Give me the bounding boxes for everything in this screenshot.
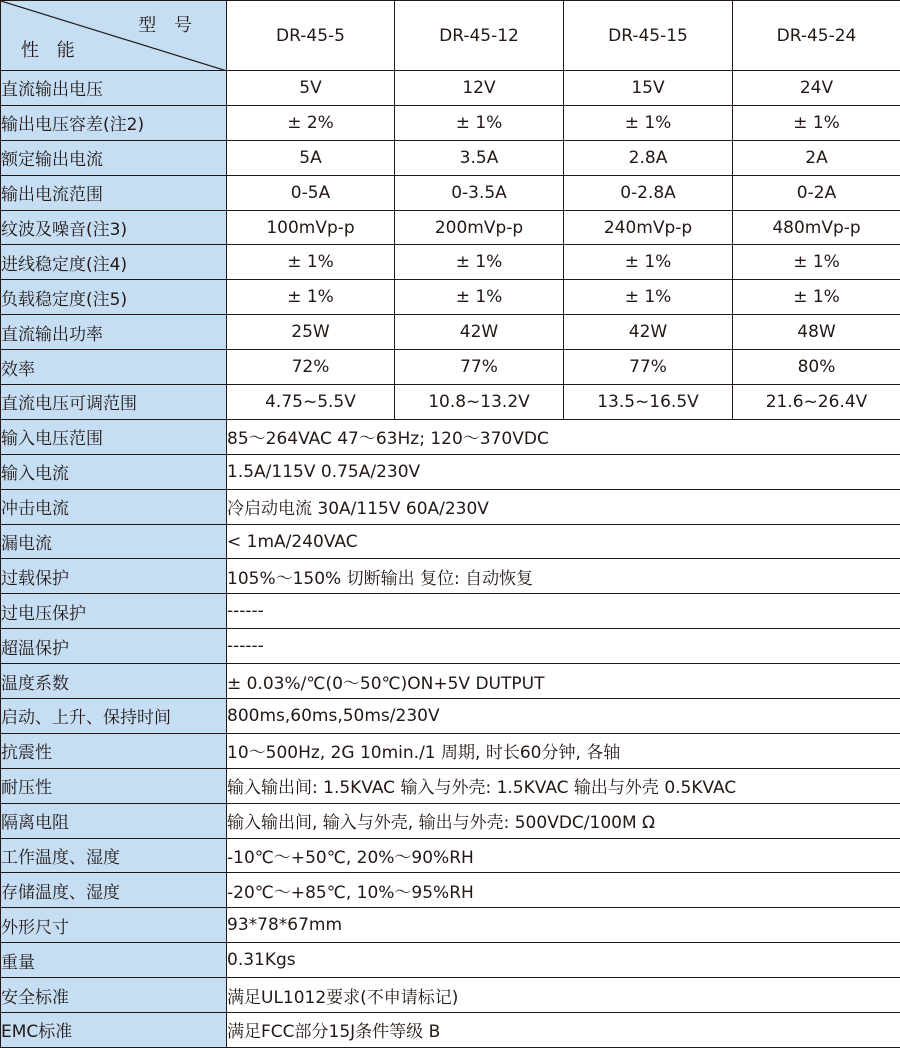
- row-label: 重量: [1, 943, 227, 978]
- spec-row: [1, 419, 900, 454]
- spec-value: 0-2A: [733, 175, 900, 210]
- spec-row: [1, 140, 900, 175]
- spec-value: 15V: [564, 71, 733, 106]
- spec-row: [1, 280, 900, 315]
- spec-value-wide: 输入输出间: 1.5KVAC 输入与外壳: 1.5KVAC 输出与外壳 0.5KVAC: [227, 768, 900, 803]
- spec-value: ± 1%: [733, 245, 900, 280]
- spec-value-wide: 输入输出间, 输入与外壳, 输出与外壳: 500VDC/100M Ω: [227, 803, 900, 838]
- header-row: [1, 1, 900, 71]
- spec-value: 480mVp-p: [733, 210, 900, 245]
- spec-value: ± 1%: [395, 245, 564, 280]
- spec-value: 12V: [395, 71, 564, 106]
- spec-value: 80%: [733, 350, 900, 385]
- spec-value: 3.5A: [395, 140, 564, 175]
- corner-performance-label: 性 能: [21, 40, 81, 61]
- model-header: DR-45-24: [733, 1, 900, 71]
- spec-row: [1, 489, 900, 524]
- row-label: 进线稳定度(注4): [1, 245, 227, 280]
- row-label: 工作温度、湿度: [1, 838, 227, 873]
- row-label: 漏电流: [1, 524, 227, 559]
- spec-value: 5V: [227, 71, 395, 106]
- spec-value-wide: 800ms,60ms,50ms/230V: [227, 699, 900, 734]
- spec-row: [1, 454, 900, 489]
- row-label: 隔离电阻: [1, 803, 227, 838]
- model-header: DR-45-12: [395, 1, 564, 71]
- spec-value: 2A: [733, 140, 900, 175]
- spec-value: 24V: [733, 71, 900, 106]
- spec-value: 42W: [564, 315, 733, 350]
- row-label: 额定输出电流: [1, 140, 227, 175]
- spec-row: [1, 908, 900, 943]
- row-label: 输入电流: [1, 454, 227, 489]
- spec-value: 0-3.5A: [395, 175, 564, 210]
- spec-value: 77%: [395, 350, 564, 385]
- spec-value-wide: 93*78*67mm: [227, 908, 900, 943]
- spec-value-wide: < 1mA/240VAC: [227, 524, 900, 559]
- row-label: 启动、上升、保持时间: [1, 699, 227, 734]
- spec-row: [1, 733, 900, 768]
- spec-row: [1, 385, 900, 420]
- row-label: 效率: [1, 350, 227, 385]
- spec-value: 0-2.8A: [564, 175, 733, 210]
- row-label: 直流输出功率: [1, 315, 227, 350]
- row-label: 安全标准: [1, 978, 227, 1013]
- spec-value: 4.75~5.5V: [227, 385, 395, 420]
- spec-row: [1, 873, 900, 908]
- spec-row: [1, 768, 900, 803]
- row-label: 冲击电流: [1, 489, 227, 524]
- row-label: 外形尺寸: [1, 908, 227, 943]
- spec-value: 21.6~26.4V: [733, 385, 900, 420]
- spec-row: [1, 210, 900, 245]
- spec-row: [1, 943, 900, 978]
- spec-value-wide: ± 0.03%/℃(0～50℃)ON+5V DUTPUT: [227, 664, 900, 699]
- spec-row: [1, 71, 900, 106]
- spec-row: [1, 838, 900, 873]
- model-header: DR-45-15: [564, 1, 733, 71]
- spec-value: 2.8A: [564, 140, 733, 175]
- spec-value: 48W: [733, 315, 900, 350]
- corner-cell: [1, 1, 227, 71]
- spec-row: [1, 524, 900, 559]
- row-label: 输出电压容差(注2): [1, 105, 227, 140]
- spec-table-body: [1, 1, 900, 1048]
- model-header: DR-45-5: [227, 1, 395, 71]
- spec-value: ± 1%: [564, 245, 733, 280]
- row-label: 直流电压可调范围: [1, 385, 227, 420]
- spec-row: [1, 105, 900, 140]
- spec-value-wide: 1.5A/115V 0.75A/230V: [227, 454, 900, 489]
- row-label: EMC标准: [1, 1013, 227, 1048]
- spec-row: [1, 559, 900, 594]
- spec-value-wide: ------: [227, 629, 900, 664]
- spec-value: 5A: [227, 140, 395, 175]
- spec-value-wide: -20℃～+85℃, 10%～95%RH: [227, 873, 900, 908]
- spec-value: 77%: [564, 350, 733, 385]
- spec-value: ± 1%: [564, 105, 733, 140]
- row-label: 负载稳定度(注5): [1, 280, 227, 315]
- spec-value: ± 2%: [227, 105, 395, 140]
- spec-row: [1, 594, 900, 629]
- spec-value: 25W: [227, 315, 395, 350]
- spec-value-wide: 10～500Hz, 2G 10min./1 周期, 时长60分钟, 各轴: [227, 733, 900, 768]
- row-label: 抗震性: [1, 733, 227, 768]
- spec-value-wide: -10℃～+50℃, 20%～90%RH: [227, 838, 900, 873]
- row-label: 直流输出电压: [1, 71, 227, 106]
- spec-value-wide: 105%～150% 切断输出 复位: 自动恢复: [227, 559, 900, 594]
- spec-value: ± 1%: [564, 280, 733, 315]
- spec-value-wide: 85～264VAC 47～63Hz; 120～370VDC: [227, 419, 900, 454]
- row-label: 温度系数: [1, 664, 227, 699]
- spec-row: [1, 664, 900, 699]
- spec-value-wide: 0.31Kgs: [227, 943, 900, 978]
- spec-value-wide: 满足FCC部分15J条件等级 B: [227, 1013, 900, 1048]
- row-label: 存储温度、湿度: [1, 873, 227, 908]
- spec-value: 10.8~13.2V: [395, 385, 564, 420]
- spec-value: ± 1%: [395, 280, 564, 315]
- spec-value: 100mVp-p: [227, 210, 395, 245]
- spec-row: [1, 629, 900, 664]
- spec-value: ± 1%: [227, 245, 395, 280]
- spec-row: [1, 978, 900, 1013]
- row-label: 输出电流范围: [1, 175, 227, 210]
- spec-value: ± 1%: [395, 105, 564, 140]
- spec-value: ± 1%: [733, 105, 900, 140]
- row-label: 输入电压范围: [1, 419, 227, 454]
- spec-row: [1, 803, 900, 838]
- spec-row: [1, 315, 900, 350]
- spec-value: 200mVp-p: [395, 210, 564, 245]
- spec-value: ± 1%: [733, 280, 900, 315]
- row-label: 超温保护: [1, 629, 227, 664]
- spec-value: ± 1%: [227, 280, 395, 315]
- spec-value-wide: 冷启动电流 30A/115V 60A/230V: [227, 489, 900, 524]
- spec-row: [1, 1013, 900, 1048]
- row-label: 耐压性: [1, 768, 227, 803]
- spec-value: 0-5A: [227, 175, 395, 210]
- spec-row: [1, 245, 900, 280]
- row-label: 纹波及噪音(注3): [1, 210, 227, 245]
- spec-value-wide: ------: [227, 594, 900, 629]
- spec-row: [1, 699, 900, 734]
- spec-row: [1, 175, 900, 210]
- corner-model-label: 型 号: [138, 15, 198, 36]
- spec-value: 42W: [395, 315, 564, 350]
- row-label: 过电压保护: [1, 594, 227, 629]
- spec-value: 13.5~16.5V: [564, 385, 733, 420]
- spec-row: [1, 350, 900, 385]
- row-label: 过载保护: [1, 559, 227, 594]
- spec-value: 72%: [227, 350, 395, 385]
- spec-value: 240mVp-p: [564, 210, 733, 245]
- spec-value-wide: 满足UL1012要求(不申请标记): [227, 978, 900, 1013]
